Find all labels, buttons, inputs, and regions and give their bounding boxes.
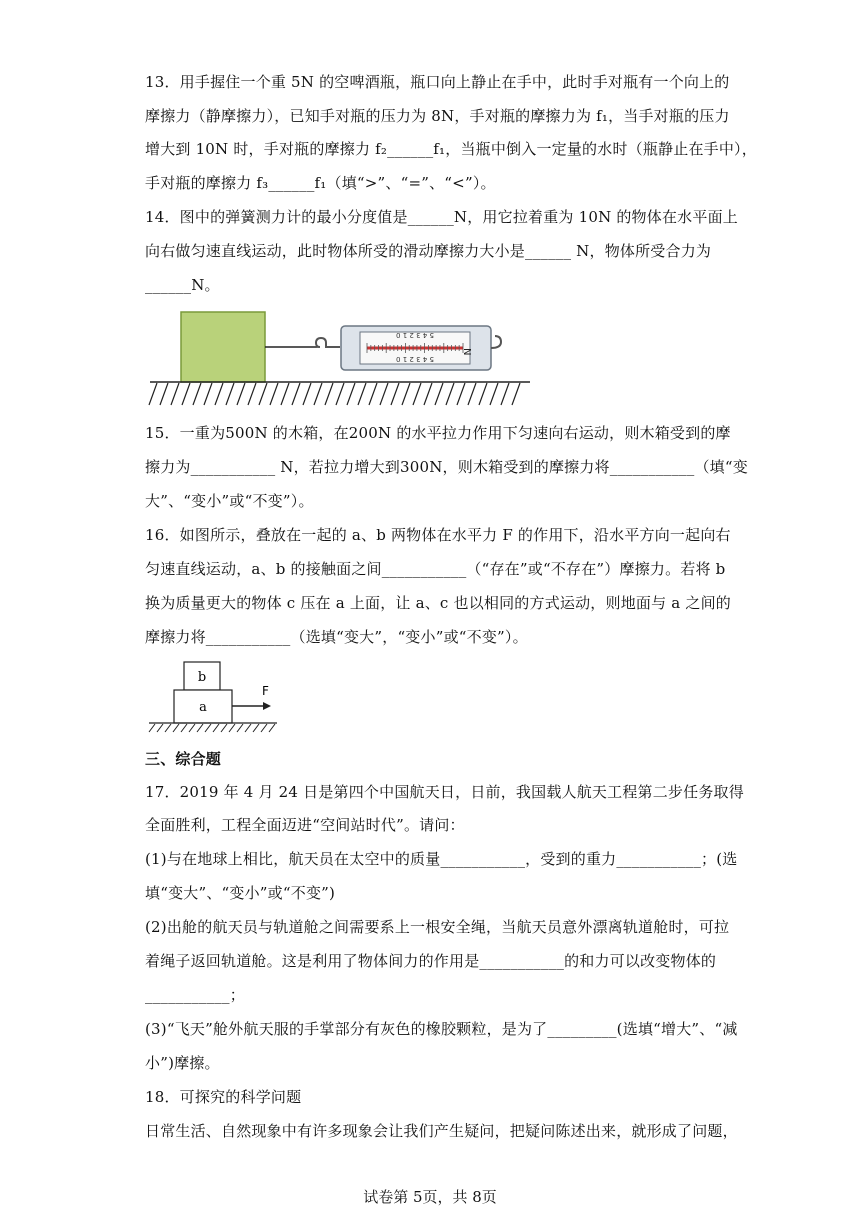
q17-line-6: 着绳子返回轨道舱。这是利用了物体间力的作用是___________的和力可以改变物体的 [145, 952, 717, 970]
ground-hatch [253, 724, 259, 732]
ground-hatch [215, 383, 223, 405]
ground-hatch [157, 724, 163, 732]
ground-hatch [171, 383, 179, 405]
ground-hatch [182, 383, 190, 405]
q15-line-1: 15．一重为500N 的木箱，在200N 的水平拉力作用下匀速向右运动，则木箱受到的摩 [145, 424, 731, 442]
ground-hatch [237, 383, 245, 405]
q17-line-9: 小”)摩擦。 [145, 1054, 220, 1072]
q17-line-8: (3)“飞天”舱外航天服的手掌部分有灰色的橡胶颗粒，是为了_________(选填“增大”、“减 [145, 1020, 738, 1038]
hook [316, 338, 340, 347]
ground-hatch [229, 724, 235, 732]
q17-line-7: ___________； [145, 986, 245, 1004]
q13-line-2: 摩擦力（静摩擦力），已知手对瓶的压力为 8N，手对瓶的摩擦力为 f₁，当手对瓶的压力 [145, 107, 730, 125]
ground-hatch [270, 383, 278, 405]
ground-hatch [490, 383, 498, 405]
ground-hatch [358, 383, 366, 405]
q14-line-2: 向右做匀速直线运动，此时物体所受的滑动摩擦力大小是______ N，物体所受合力为 [145, 242, 712, 260]
ground-hatch [314, 383, 322, 405]
ground-hatch [347, 383, 355, 405]
ground-hatch [336, 383, 344, 405]
q13-line-1: 13．用手握住一个重 5N 的空啤酒瓶，瓶口向上静止在手中，此时手对瓶有一个向上的 [145, 73, 730, 91]
q18-line-2: 日常生活、自然现象中有许多现象会让我们产生疑问，把疑问陈述出来，就形成了问题， [145, 1122, 738, 1140]
ground-hatch [248, 383, 256, 405]
ground-hatch [325, 383, 333, 405]
ground-hatch [424, 383, 432, 405]
page-footer: 试卷第 5页，共 8页 [363, 1188, 497, 1206]
q14-line-3: ______N。 [145, 276, 220, 294]
ground-hatch [479, 383, 487, 405]
force-arrow-head [263, 702, 271, 710]
ground-hatch [189, 724, 195, 732]
ground-hatch [149, 383, 157, 405]
ground-hatch [160, 383, 168, 405]
q13-line-4: 手对瓶的摩擦力 f₃______f₁（填“>”、“=”、“<”）。 [145, 174, 496, 192]
ground-hatch [226, 383, 234, 405]
q14-line-1: 14．图中的弹簧测力计的最小分度值是______N，用它拉着重为 10N 的物体在水平面上 [145, 208, 738, 226]
q17-line-4: 填“变大”、“变小”或“不变”) [145, 884, 336, 902]
block [181, 312, 265, 382]
ground-hatch [213, 724, 219, 732]
ground-hatch [281, 383, 289, 405]
ground-hatch [292, 383, 300, 405]
ground-hatch [204, 383, 212, 405]
ground-hatch [237, 724, 243, 732]
ground-hatch [269, 724, 275, 732]
ground-hatch [205, 724, 211, 732]
ground-hatch [446, 383, 454, 405]
scale-numbers-bottom: 5 4 3 2 1 0 [396, 355, 434, 363]
ground-hatch [468, 383, 476, 405]
ground-hatch [402, 383, 410, 405]
q16-line-3: 换为质量更大的物体 c 压在 a 上面，让 a、c 也以相同的方式运动，则地面与 a 之间的 [145, 594, 731, 612]
ground-hatch [501, 383, 509, 405]
ground-hatch [197, 724, 203, 732]
q16-line-1: 16．如图所示，叠放在一起的 a、b 两物体在水平力 F 的作用下，沿水平方向一起向右 [145, 526, 731, 544]
ground-hatch [512, 383, 520, 405]
ground-hatch [245, 724, 251, 732]
q13-line-3: 增大到 10N 时，手对瓶的摩擦力 f₂______f₁，当瓶中倒入一定量的水时（瓶静止在手中）， [145, 140, 757, 158]
block-a-label: a [199, 700, 207, 715]
ground-hatch [391, 383, 399, 405]
scale-unit: N [461, 348, 472, 356]
ground-hatch [261, 724, 267, 732]
q17-line-1: 17．2019 年 4 月 24 日是第四个中国航天日，日前，我国载人航天工程第二步任务取得 [145, 783, 744, 801]
ground-hatch [259, 383, 267, 405]
scale-ring [491, 336, 501, 348]
q15-line-3: 大”、“变小”或“不变”）。 [145, 492, 314, 510]
ground-hatch [380, 383, 388, 405]
force-label: F [262, 684, 269, 698]
q17-line-2: 全面胜利，工程全面迈进“空间站时代”。请问： [145, 816, 465, 834]
ground-hatch [193, 383, 201, 405]
q17-line-5: (2)出舱的航天员与轨道舱之间需要系上一根安全绳，当航天员意外漂离轨道舱时，可拉 [145, 918, 730, 936]
ground-hatch [303, 383, 311, 405]
ground-hatch [173, 724, 179, 732]
q16-line-2: 匀速直线运动，a、b 的接触面之间___________（“存在”或“不存在”）摩擦力。若将 b [145, 560, 726, 578]
q18-line-1: 18．可探究的科学问题 [145, 1088, 302, 1106]
section-heading: 三、综合题 [145, 750, 222, 768]
ground-hatch [369, 383, 377, 405]
ground-hatch [435, 383, 443, 405]
ground-hatch [413, 383, 421, 405]
ground-hatch [221, 724, 227, 732]
ground-hatch [457, 383, 465, 405]
ground-hatch [165, 724, 171, 732]
block-b-label: b [197, 670, 207, 685]
ground-hatch [149, 724, 155, 732]
q16-line-4: 摩擦力将___________（选填“变大”，“变小”或“不变”）。 [145, 628, 528, 646]
ground-hatch [181, 724, 187, 732]
scale-numbers-top: 5 4 3 2 1 0 [396, 331, 434, 339]
stacked-blocks-figure [145, 660, 285, 735]
q17-line-3: (1)与在地球上相比，航天员在太空中的质量___________，受到的重力___________；(选 [145, 850, 738, 868]
spring-scale-figure [145, 305, 545, 410]
q15-line-2: 擦力为___________ N，若拉力增大到300N，则木箱受到的摩擦力将___________（填“变 [145, 458, 748, 476]
